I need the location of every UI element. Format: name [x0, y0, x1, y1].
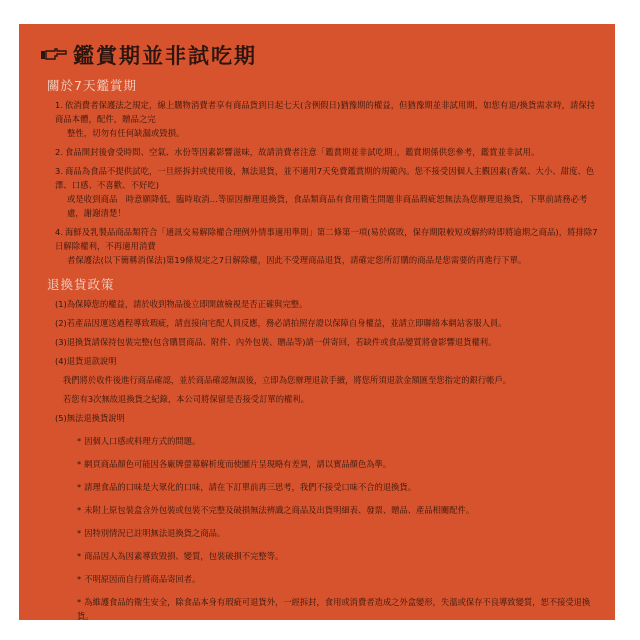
refund-line: 我們將於收件後進行商品確認，並於商品確認無誤後，立即為您辦理退款手續，將您所須退款金額匯至您指定的銀行帳戶。	[63, 375, 512, 385]
no-return-item: * 未附上原包裝盒含外包裝或包裝不完整及破損無法辨識之商品及出貨明細表、發票、贈品、產品相關配件。	[77, 503, 601, 517]
policy-item: (3)退換貨請保持包裝完整(包含購買商品、附件、內外包裝、贈品等)請一併寄回，若缺件或食品變質將會影響退貨權利。	[55, 337, 497, 347]
section-heading-appreciation: 關於7天鑑賞期	[47, 78, 137, 93]
refund-line: 若您有3次無故退換貨之紀錄，本公司將保留是否接受訂單的權利。	[63, 394, 309, 404]
policy-item: (2)若產品因運送過程導致瑕疵，請直接向宅配人員反應，務必請拍照存證以保障自身權益，並請立即聯絡本網站客服人員。	[55, 318, 507, 328]
no-return-item: * 不明原因而自行將商品寄回者。	[77, 572, 601, 586]
section-heading-returns: 退換貨政策	[47, 277, 115, 292]
policy-item: (4)退貨退款說明	[55, 356, 117, 366]
title-row	[41, 38, 601, 72]
no-return-item: * 為維護食品的衛生安全，除食品本身有瑕疵可退貨外，一經拆封，食用或消費者造成之外盒變形，失溫或保存不良導致變質，恕不接受退換貨。	[77, 595, 601, 620]
list-item-continued: 整性，切勿有任何缺漏或毀損。	[67, 128, 185, 138]
list-item: 3. 商品為食品不提供試吃，一旦經拆封或使用後，無法退貨，並不適用7天免費鑑賞期的規範內。您不接受因個人主觀因素(香氣、大小、甜度、色澤、口感、不喜歡、不好吃)	[55, 166, 595, 190]
no-return-item: * 因特別情況已註明無法退換貨之商品。	[77, 526, 601, 540]
list-item: 4. 海鮮及乳製品商品類符合「通訊交易解除權合理例外情事適用準則」第二條第一項(易於腐敗，保存期限較短或解約時即將逾期之商品)，將排除7日解除權利，不再適用消費	[55, 227, 598, 251]
no-return-item: * 請理食品的口味是大眾化的口味，請在下訂單前再三思考，我們不接受口味不合的退換貨。	[77, 480, 601, 494]
pointing-hand-icon	[41, 48, 67, 62]
no-return-heading: (5)無法退換貨說明	[55, 413, 125, 423]
page-title: 鑑賞期並非試吃期	[73, 44, 257, 68]
list-item: 1. 依消費者保護法之規定，線上購物消費者享有商品貨到日起七天(含例假日)猶豫期的權益，但猶豫期並非試用期，如您有退/換貨需求時，請保持商品本體，配件，贈品之完	[55, 100, 596, 124]
list-item: 2. 食品開封後會受時間、空氣、水份等因素影響滋味，故請消費者注意「鑑賞期並非試吃期」，鑑賞期係供您參考，鑑賞並非試用。	[55, 147, 540, 157]
list-item-continued: 或是收到商品 時意願降低，臨時取消...等原因辦理退換貨，食品類商品有食用衛生問題非商品瑕疵恕無法為您辦理退換貨，下單前請務必考慮，謝謝清楚！	[67, 194, 588, 218]
no-return-item: * 因個人口感或料理方式的問題。	[77, 434, 601, 448]
no-return-item: * 網頁商品顏色可能因各廠牌螢幕解析度而使圖片呈現略有差異，請以實品顏色為準。	[77, 457, 601, 471]
list-item-continued: 者保護法(以下簡稱消保法)第19條規定之7日解除權，因此不受理商品退貨，請確定您所訂購的商品是您需要的再進行下單。	[67, 255, 527, 265]
policy-item: (1)為保障您的權益，請於收到物品後立即開啟檢視是否正確與完整。	[55, 299, 308, 309]
policy-panel	[19, 24, 615, 620]
no-return-item: * 商品因人為因素導致毀損、變質，包裝破損不完整等。	[77, 549, 601, 563]
